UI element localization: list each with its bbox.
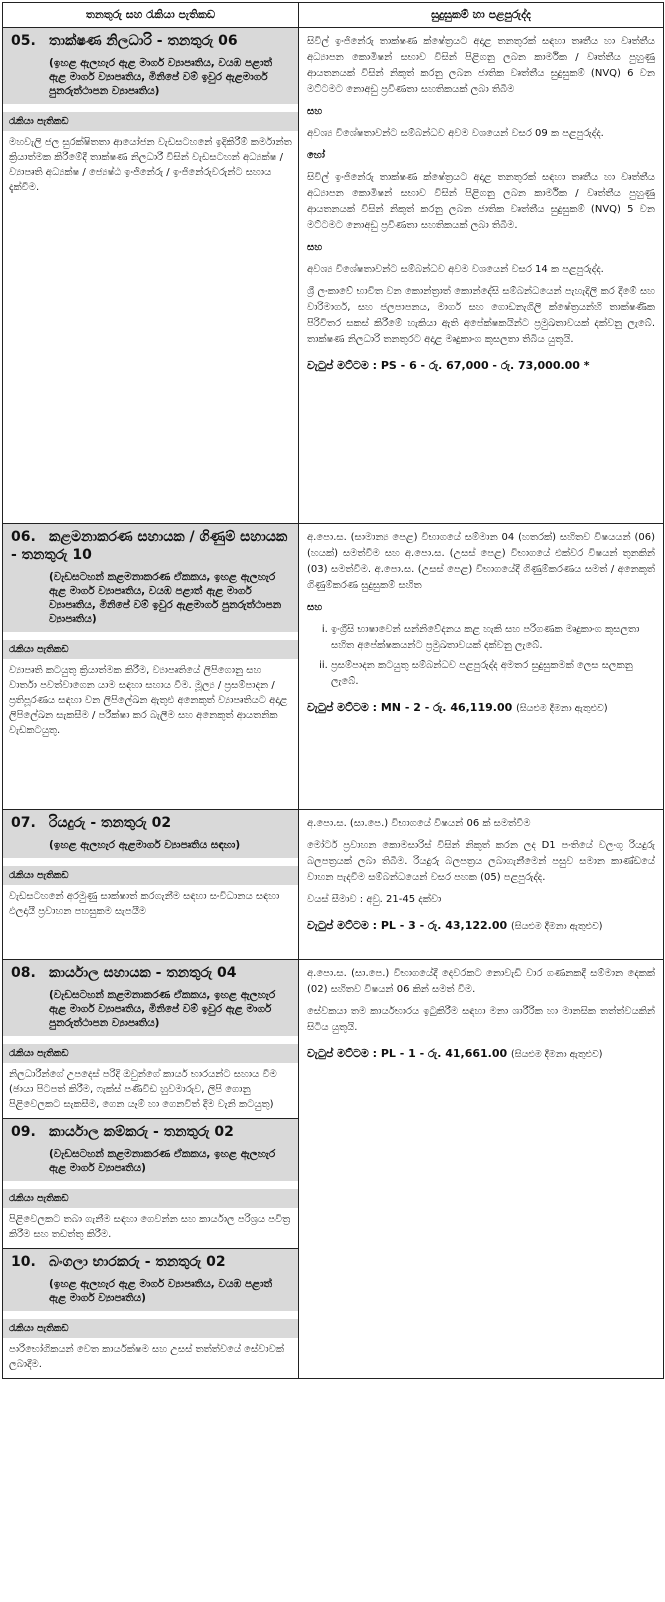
header-qualifications: සුදුසුකම් හා පළපුරුද්ද — [299, 3, 664, 28]
post-05-req-5: ශ්‍රී ලංකාවේ භාවිත වන කොන්ත්‍රාත් කොන්දේසි සම්බන්ධයෙන් පැහැදිලි කර දීමේ සහ වාරිමාර්ග, සහ ජලපාපනය, මාර්ග සහ ගොඩනැගිලි ක්ෂේත්‍රයන්හි තාක්ෂණික පිරිවිතර සකස් කිරීමේ හැකියා ඇති අපේක්ෂකයින්ට ප්‍රමුඛතාවයක් දක්වනු ලැබේ. තාක්ෂණ නිලධාරි තනතුරට අදාළ මෘදුකාංග කුසලතා තිබිය යුතුයි. — [307, 286, 655, 345]
post-05-salary-value: PS - 6 - රු. 67,000 - රු. 73,000.00 * — [380, 359, 590, 372]
post-09-duties: පිළිවෙලකට තබා ගැනීම සඳහා ගෙවන්න සහ කාර්යාල පරිශ්‍රය පවිත්‍ර කිරීම සහ තඩත්තු කිරීම. — [9, 1214, 291, 1240]
post-05-req-1: සිවිල් ඉංජිනේරු තාක්ෂණ ක්ෂේත්‍රයට අදාළ තනතුරක් සඳහා තෘතීය හා වෘත්තීය අධ්‍යාපන කොමිෂන් සභාව විසින් පිළිගනු ලබන කාර්මික / වෘත්තීය පුහුණු ආයතනයක් විසින් නිකුත් කරනු ලබන ජාතික වෘත්තීය සුදුසුකම් (NVQ) 6 වන මට්ටමට නොඅඩු ප්‍රවීණතා සහතිකයක් ලබා තිබීම — [307, 36, 655, 95]
post-06-profile — [3, 524, 299, 810]
post-06-duties-label: රැකියා පැතිකඩ — [3, 640, 298, 659]
post-07-title-text: රියදුරු - තනතුරු 02 — [49, 815, 172, 831]
post-08-10-profile — [3, 960, 299, 1379]
post-05-and-1: සහ — [307, 106, 323, 117]
post-08-salary-note: (සියළුම දීමනා ඇතුළුව) — [511, 1049, 603, 1060]
post-row-05 — [3, 28, 664, 524]
post-05-salary-label: වැටුප් මට්ටම : — [307, 359, 381, 372]
post-10-number: 10. — [11, 1254, 36, 1270]
post-06-salary-label: වැටුප් මට්ටම : — [307, 701, 381, 714]
post-06-subtitle: (වැඩසටහන් කළමනාකරණ ඒකකය, ඉහළ ඇලහැර ඇළ මාර්ග ව්‍යාපෘතිය, වයඹ පළාත් ඇළ මාර්ග ව්‍යාපෘතිය, මිනිපේ වම් ඉවුර ඇළමාර්ග පුනරුත්ථාපන ව්‍යාපෘතිය) — [49, 571, 282, 625]
header-posts-profile: තනතුරු සහ රැකියා පැතිකඩ — [3, 3, 299, 28]
post-05-qualifications — [299, 28, 664, 524]
post-row-07 — [3, 810, 664, 960]
post-06-preference-2: ii. ප්‍රසම්පාදන කටයුතු සම්බන්ධව පළපුරුද්ද අමතර සුදුසුකමක් ලෙස සලකනු ලැබේ. — [331, 658, 655, 690]
post-06-title-text: කළමනාකරණ සහායක / ගිණුම් සහායක - තනතුරු 10 — [11, 529, 288, 563]
post-06-title — [11, 528, 290, 564]
post-08-title-text: කාර්යාල සහායක - තනතුරු 04 — [49, 965, 237, 981]
post-05-req-2: අවශ්‍ය විශේෂතාවන්ට සම්බන්ධව අවම වශයෙන් වසර 09 ක පළපුරුද්ද. — [307, 128, 604, 139]
post-07-req-1: අ.පො.ස. (සා.පෙ.) විභාගයේ විෂයන් 06 ක් සමත්වීම — [307, 818, 531, 829]
post-07-req-2: මෝටර් ප්‍රවාහන කොමසාරිස් විසින් නිකුත් කරන ලද D1 පංතියේ වලංගු රියදුරු බලපත්‍රයක් ලබා තිබීම. රියදුරු බලපත්‍රය ලබාගැනීමෙන් පසුව සමාන කාණ්ඩයේ වාහන පැදවීම සම්බන්ධයෙන් වසර පහක (05) පළපුරුද්ද. — [307, 840, 655, 883]
post-08-duties-label: රැකියා පැතිකඩ — [3, 1044, 298, 1063]
posts-table — [2, 2, 664, 1379]
post-07-subtitle: (ඉහළ ඇලහැර ඇළමාර්ග ව්‍යාපෘතිය සඳහා) — [49, 839, 241, 851]
post-08-req-1: අ.පො.ස. (සා.පෙ.) විභාගයේදී දෙවරකට නොවැඩි වාර ගණනකදී සම්මාන දෙකක් (02) සහිතව විෂයන් 06 කින් සමත් වීම. — [307, 968, 655, 995]
post-06-and: සහ — [307, 602, 323, 613]
post-07-duties: වැඩසටහනේ අරමුණු සාක්ෂාත් කරගැනීම සඳහා සංවිධානය සඳහා ඵලදායී ප්‍රවාහන පහසුකම සැපයීම — [9, 891, 280, 917]
post-09-heading — [3, 1119, 298, 1181]
post-06-preference-list — [307, 622, 655, 690]
post-06-duties: ව්‍යාපෘති කටයුතු ක්‍රියාත්මක කිරීම, ව්‍යාපෘතියේ ලිපිගොනු සහ වාර්තා පවත්වාගෙන යාම සඳහා සහාය වීම. මූල්‍ය / ප්‍රසම්පාදන / ප්‍රතිපූරණය සඳහා වන ලිපිලේඛන ඇතුළු අනෙකුත් ව්‍යාපෘතියට අදාළ ලිපිලේඛන සැකසීම / පරීක්ෂා කර බැලීම සහ අනෙකුත් ආයතනික වැඩකටයුතු. — [9, 665, 288, 736]
post-06-salary-value: MN - 2 - රු. 46,119.00 — [380, 701, 513, 714]
post-row-06 — [3, 524, 664, 810]
post-08-number: 08. — [11, 965, 36, 981]
post-06-number: 06. — [11, 529, 36, 545]
post-07-salary-label: වැටුප් මට්ටම : — [307, 919, 381, 932]
post-07-salary — [307, 918, 655, 935]
post-05-or: හෝ — [307, 150, 325, 161]
post-08-duties: නිලධාරීන්ගේ උපදෙස් පරිදි ඔවුන්ගේ කාර්ය භාරයන්ට සහාය වීම (ඡායා පිටපත් කිරීම, ෆැක්ස් පණිවිඩ හුවමාරුව, ලිපි ගොනු පිළිවෙලකට සැකසීම, ගෙන යෑම් හා ගෙනවිත් දීම වැනි කටයුතු) — [9, 1069, 277, 1110]
post-06-qualifications — [299, 524, 664, 810]
post-08-subtitle: (වැඩසටහන් කළමනාකරණ ඒකකය, ඉහළ ඇලහැර ඇළ මාර්ග ව්‍යාපෘතිය, මිනිපේ වම් ඉවුර ඇළ මාර්ග පුනරුත්ථාපන ව්‍යාපෘතිය) — [49, 989, 276, 1029]
post-row-08-10 — [3, 960, 664, 1379]
post-06-salary — [307, 700, 655, 717]
post-09-subtitle: (වැඩසටහන් කළමනාකරණ ඒකකය, ඉහළ ඇලහැර ඇළ මාර්ග ව්‍යාපෘතිය) — [49, 1148, 276, 1174]
post-09-block — [3, 1118, 298, 1248]
post-08-heading — [3, 960, 298, 1036]
post-05-duties: මහවැලි ජල සුරක්ෂිතතා ආයෝජන වැඩසටහනේ ඉදිකිරීම් කර්මාන්ත ක්‍රියාත්මක කිරීමේදී තාක්ෂණ නිලධාරී විසින් වැඩසටහන් අධ්‍යක්ෂ / ව්‍යාපෘති අධ්‍යක්ෂ / ජ්‍යෙෂ්ඨ ඉංජිනේරු / ඉංජිනේරුවරුන්ට සහාය දැක්වීම. — [9, 137, 292, 193]
post-06-heading — [3, 524, 298, 632]
post-05-salary — [307, 358, 655, 374]
post-10-block — [3, 1248, 298, 1378]
post-07-heading — [3, 810, 298, 858]
post-08-qualifications — [299, 960, 664, 1379]
post-07-number: 07. — [11, 815, 36, 831]
post-08-req-2: සේවකයා තම කාර්යභාරය ඉටුකිරීම සඳහා මනා ශාරීරික හා මානසික තත්ත්වයකින් සිටිය යුතුයි. — [307, 1006, 655, 1033]
post-09-number: 09. — [11, 1124, 36, 1140]
post-07-salary-note: (සියළුම දීමනා ඇතුළුව) — [511, 921, 603, 932]
post-05-req-3: සිවිල් ඉංජිනේරු තාක්ෂණ ක්ෂේත්‍රයට අදාළ තනතුරක් සඳහා තෘතීය හා වෘත්තීය අධ්‍යාපන කොමිෂන් සභාව විසින් පිළිගනු ලබන කාර්මික / වෘත්තීය පුහුණු ආයතනයක් විසින් නිකුත් කරනු ලබන ජාතික වෘත්තීය සුදුසුකම් (NVQ) 5 වන මට්ටමට නොඅඩු ප්‍රවීණතා සහතිකයක් ලබා තිබීම. — [307, 172, 655, 231]
post-09-duties-label: රැකියා පැතිකඩ — [3, 1189, 298, 1208]
post-05-and-2: සහ — [307, 242, 323, 253]
post-05-title — [11, 32, 290, 50]
post-07-duties-label: රැකියා පැතිකඩ — [3, 866, 298, 885]
post-07-profile — [3, 810, 299, 960]
post-08-salary-value: PL - 1 - රු. 41,661.00 — [380, 1047, 508, 1060]
post-07-salary-value: PL - 3 - රු. 43,122.00 — [380, 919, 508, 932]
post-10-duties-label: රැකියා පැතිකඩ — [3, 1319, 298, 1338]
post-07-req-3: වයස් සීමාව : අවු. 21-45 දක්වා — [307, 894, 442, 905]
table-header-row — [3, 3, 664, 28]
post-05-subtitle: (ඉහළ ඇලහැර ඇළ මාර්ග ව්‍යාපෘතිය, වයඹ පළාත් ඇළ මාර්ග ව්‍යාපෘතිය, මිනිපේ වම් ඉවුර ඇළමාර්ග පුනරුත්ථාපන ව්‍යාපෘතිය) — [49, 57, 273, 97]
post-05-title-text: තාක්ෂණ නිලධාරි - තනතුරු 06 — [49, 33, 238, 49]
post-07-title — [11, 814, 290, 832]
post-05-profile — [3, 28, 299, 524]
post-05-heading — [3, 28, 298, 104]
post-05-duties-label: රැකියා පැතිකඩ — [3, 112, 298, 131]
post-06-preference-1: i. ඉංග්‍රීසි භාෂාවෙන් සන්නිවේදනය කළ හැකි සහ පරිගණක මෘදුකාංග කුසලතා සහිත අපේක්ෂකයන්ට ප්‍රමුඛතාවයක් දක්වනු ලැබේ. — [331, 622, 655, 654]
post-07-qualifications — [299, 810, 664, 960]
post-10-duties: පාරිභෝගිකයන් වෙත කාර්යක්ෂම සහ උසස් තත්ත්වයේ සේවාවක් ලබාදීම. — [9, 1344, 284, 1370]
post-08-salary-label: වැටුප් මට්ටම : — [307, 1047, 381, 1060]
recruitment-table-page — [2, 2, 663, 1379]
post-10-heading — [3, 1249, 298, 1311]
post-10-title — [11, 1253, 290, 1271]
post-10-title-text: බංගලා භාරකරු - තනතුරු 02 — [49, 1254, 226, 1270]
post-05-number: 05. — [11, 33, 36, 49]
post-06-salary-note: (සියළුම දීමනා ඇතුළුව) — [516, 703, 608, 714]
post-10-subtitle: (ඉහළ ඇලහැර ඇළ මාර්ග ව්‍යාපෘතිය, වයඹ පළාත් ඇළ මාර්ග ව්‍යාපෘතිය) — [49, 1278, 273, 1304]
post-08-title — [11, 964, 290, 982]
post-05-req-4: අවශ්‍ය විශේෂතාවන්ට සම්බන්ධව අවම වශයෙන් වසර 14 ක පළපුරුද්ද. — [307, 264, 604, 275]
post-09-title — [11, 1123, 290, 1141]
post-06-req-1: අ.පො.ස. (සාමාන්‍ය පෙළ) විභාගයේ සම්මාන 04 (හතරක්) සහිතව විෂයයන් (06) (හයක්) සමත්වීම සහ අ.පො.ස. (උසස් පෙළ) විභාගයේ එක්වර විෂයන් තුනකින් (03) සමත්වීම. අ.පො.ස. (උසස් පෙළ) විභාගයේදී ගිණුම්කරණය සමත් / අනෙකුත් ගිණුම්කරණ සුදුසුකම් සහිත — [307, 532, 655, 591]
post-08-salary — [307, 1046, 655, 1063]
post-09-title-text: කාර්යාල කම්කරු - තනතුරු 02 — [49, 1124, 234, 1140]
